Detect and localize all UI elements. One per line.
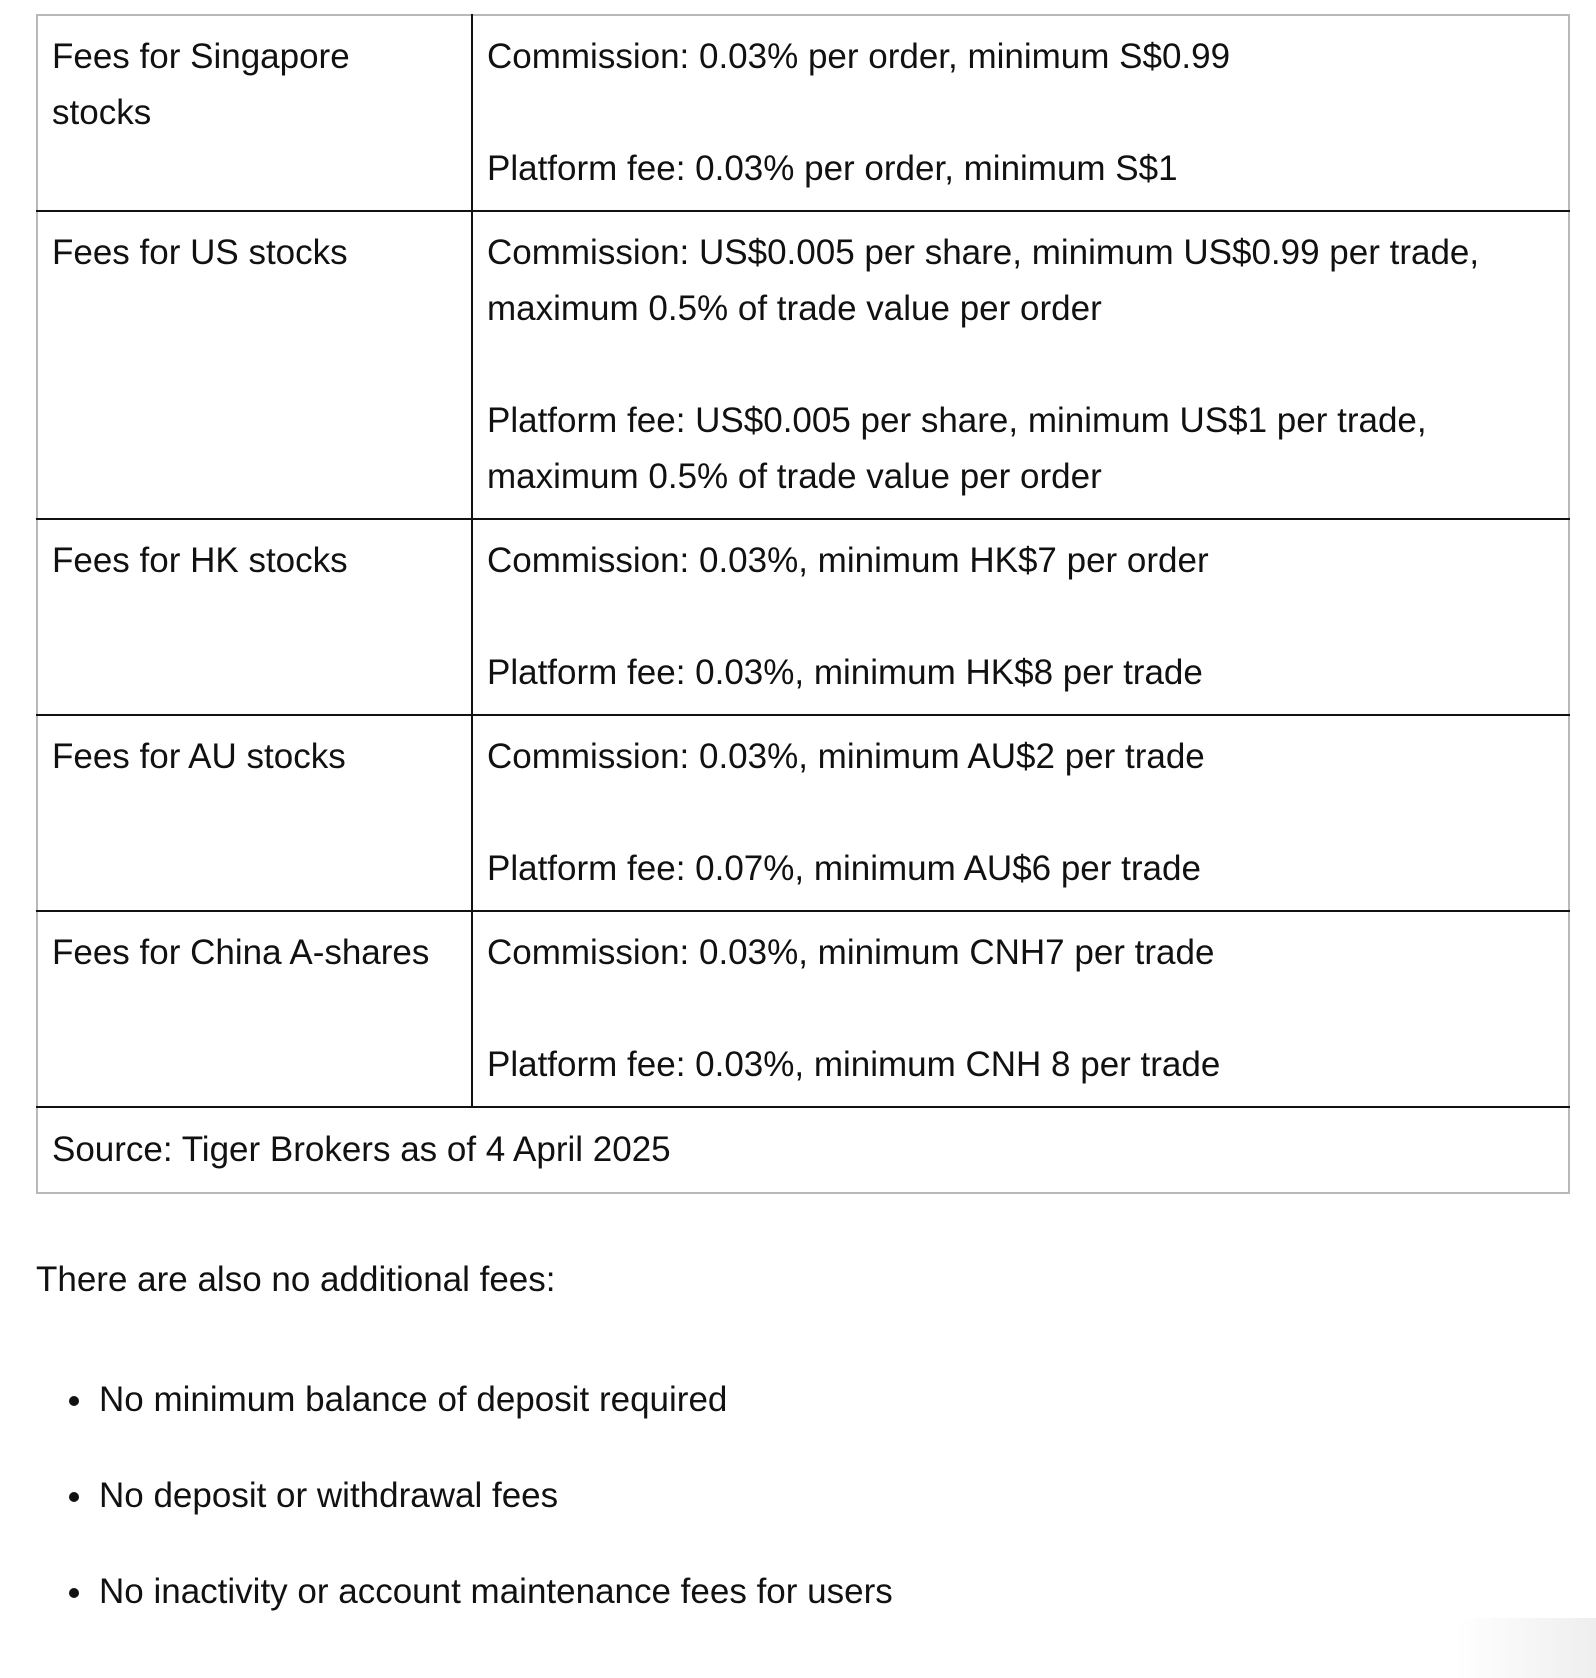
list-item [36, 1376, 1570, 1424]
table-source-row [37, 1107, 1569, 1193]
list-item-text: No deposit or withdrawal fees [99, 1476, 559, 1515]
edge-shadow [1456, 1618, 1596, 1678]
row-label-us: Fees for US stocks [37, 211, 472, 519]
list-item [36, 1472, 1570, 1520]
row-label-singapore: Fees for Singapore stocks [37, 15, 472, 211]
commission-text: Commission: 0.03%, minimum HK$7 per order [487, 541, 1209, 580]
row-label-au: Fees for AU stocks [37, 715, 472, 911]
row-details-singapore [472, 15, 1569, 211]
commission-text: Commission: US$0.005 per share, minimum US$0.99 per trade, maximum 0.5% of trade value per order [487, 233, 1480, 328]
row-label-china: Fees for China A-shares [37, 911, 472, 1107]
table-row [37, 211, 1569, 519]
table-row [37, 519, 1569, 715]
row-details-china [472, 911, 1569, 1107]
list-item [36, 1568, 1570, 1616]
row-details-hk [472, 519, 1569, 715]
bullet-icon [69, 1492, 79, 1502]
bullet-icon [69, 1588, 79, 1598]
commission-text: Commission: 0.03%, minimum AU$2 per trade [487, 737, 1205, 776]
row-label-hk: Fees for HK stocks [37, 519, 472, 715]
platform-fee-text: Platform fee: 0.03%, minimum CNH 8 per trade [487, 1045, 1221, 1084]
commission-text: Commission: 0.03% per order, minimum S$0.99 [487, 37, 1231, 76]
platform-fee-text: Platform fee: 0.03% per order, minimum S$1 [487, 149, 1178, 188]
bullet-icon [69, 1396, 79, 1406]
extra-fees-list [36, 1376, 1570, 1616]
fees-table [36, 14, 1570, 1194]
platform-fee-text: Platform fee: 0.07%, minimum AU$6 per trade [487, 849, 1201, 888]
list-item-text: No minimum balance of deposit required [99, 1380, 728, 1419]
table-row [37, 15, 1569, 211]
table-row [37, 715, 1569, 911]
table-row [37, 911, 1569, 1107]
intro-paragraph: There are also no additional fees: [36, 1260, 556, 1299]
table-source-text: Source: Tiger Brokers as of 4 April 2025 [37, 1107, 1569, 1193]
platform-fee-text: Platform fee: 0.03%, minimum HK$8 per trade [487, 653, 1203, 692]
row-details-us [472, 211, 1569, 519]
list-item-text: No inactivity or account maintenance fees for users [99, 1572, 893, 1611]
platform-fee-text: Platform fee: US$0.005 per share, minimum US$1 per trade, maximum 0.5% of trade value per order [487, 401, 1427, 496]
article-content [36, 14, 1570, 1664]
commission-text: Commission: 0.03%, minimum CNH7 per trade [487, 933, 1215, 972]
row-details-au [472, 715, 1569, 911]
